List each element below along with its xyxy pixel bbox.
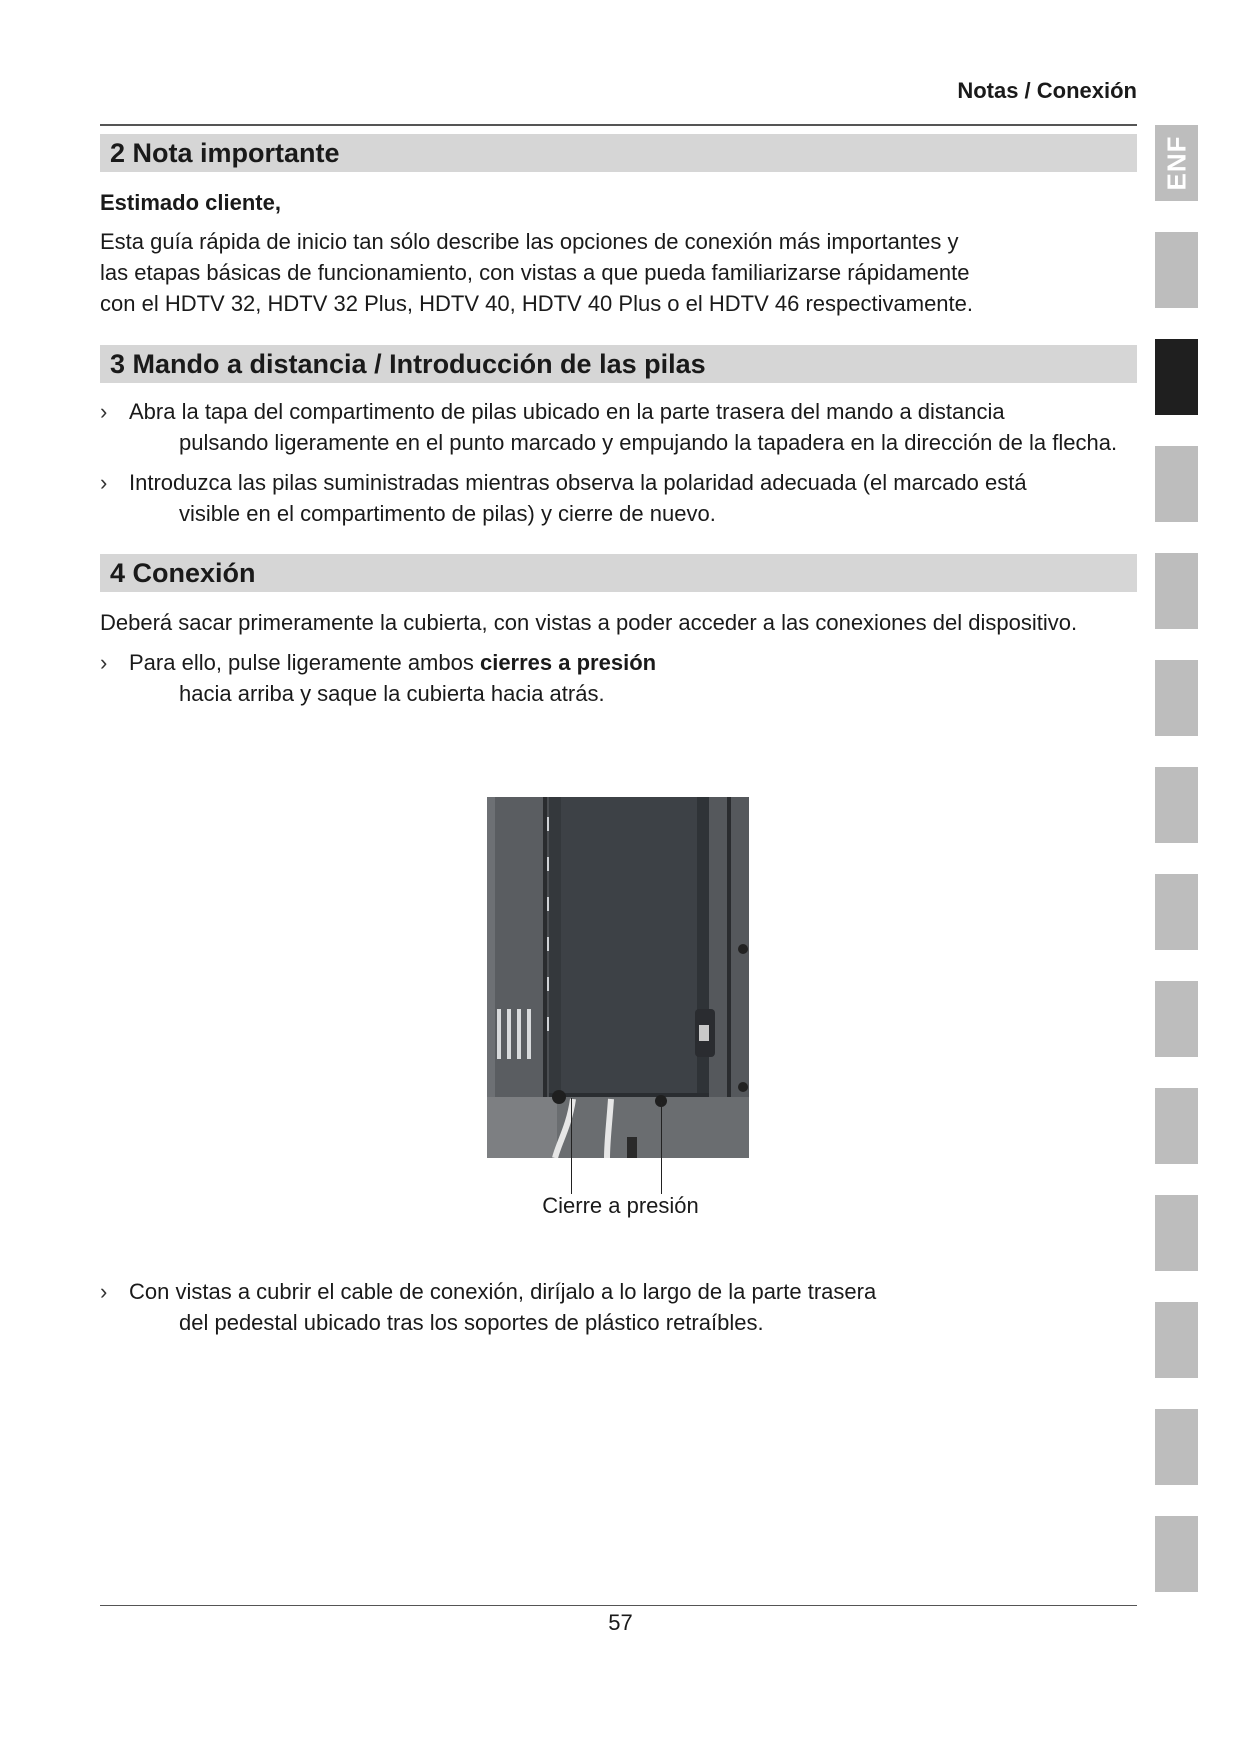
bullet-line: visible en el compartimento de pilas) y cierre de nuevo. (179, 501, 716, 526)
page-header-title: Notas / Conexión (957, 78, 1137, 103)
page-number: 57 (608, 1610, 633, 1635)
list-item (100, 647, 1140, 709)
list-item (100, 1276, 1140, 1338)
bullet-line: Introduzca las pilas suministradas mientras observa la polaridad adecuada (el marcado está (129, 470, 1027, 495)
side-tab (1155, 767, 1198, 843)
callout-line (661, 1102, 662, 1194)
section-heading-nota: 2 Nota importante (100, 134, 1137, 172)
bullet-line: hacia arriba y saque la cubierta hacia atrás. (179, 681, 605, 706)
bullet-chevron-icon: › (100, 1279, 108, 1304)
nota-line-1: Esta guía rápida de inicio tan sólo describe las opciones de conexión más importantes y (100, 229, 959, 254)
side-tab (1155, 553, 1198, 629)
side-tab (1155, 660, 1198, 736)
side-tab (1155, 874, 1198, 950)
salutation: Estimado cliente, (100, 190, 281, 215)
language-label: ENF (1161, 135, 1191, 191)
side-tab (1155, 232, 1198, 308)
bullet-text: Para ello, pulse ligeramente ambos (129, 650, 480, 675)
list-item (100, 396, 1140, 458)
bullet-bold-term: cierres a presión (479, 650, 657, 675)
section-heading-conexion: 4 Conexión (100, 554, 1137, 592)
list-item (100, 467, 1140, 529)
section-heading-mando: 3 Mando a distancia / Introducción de las pilas (100, 345, 1137, 383)
figure-caption: Cierre a presión (542, 1193, 699, 1218)
bullet-chevron-icon: › (100, 650, 108, 675)
footer-divider (100, 1605, 1137, 1606)
side-tab (1155, 981, 1198, 1057)
bullet-chevron-icon: › (100, 399, 108, 424)
side-tab (1155, 1302, 1198, 1378)
conexion-intro: Deberá sacar primeramente la cubierta, con vistas a poder acceder a las conexiones del dispositivo. (100, 610, 1078, 635)
bullet-line (129, 647, 1140, 678)
nota-line-2: las etapas básicas de funcionamiento, con vistas a que pueda familiarizarse rápidamente (100, 260, 970, 285)
side-tab-language (1155, 125, 1198, 201)
side-tab (1155, 1088, 1198, 1164)
side-tab (1155, 1409, 1198, 1485)
nota-line-3: con el HDTV 32, HDTV 32 Plus, HDTV 40, HDTV 40 Plus o el HDTV 46 respectivamente. (100, 291, 973, 316)
side-tab-active (1155, 339, 1198, 415)
bullet-line: Abra la tapa del compartimento de pilas ubicado en la parte trasera del mando a distancia (129, 399, 1005, 424)
side-tab (1155, 1516, 1198, 1592)
bullet-chevron-icon: › (100, 470, 108, 495)
side-tab (1155, 446, 1198, 522)
tv-back-photo (487, 797, 749, 1158)
bullet-line: del pedestal ubicado tras los soportes de plástico retraíbles. (179, 1310, 764, 1335)
header-divider (100, 124, 1137, 126)
bullet-line: pulsando ligeramente en el punto marcado y empujando la tapadera en la dirección de la flecha. (179, 430, 1118, 455)
bullet-line: Con vistas a cubrir el cable de conexión, diríjalo a lo largo de la parte trasera (129, 1279, 877, 1304)
callout-line (571, 1098, 572, 1194)
